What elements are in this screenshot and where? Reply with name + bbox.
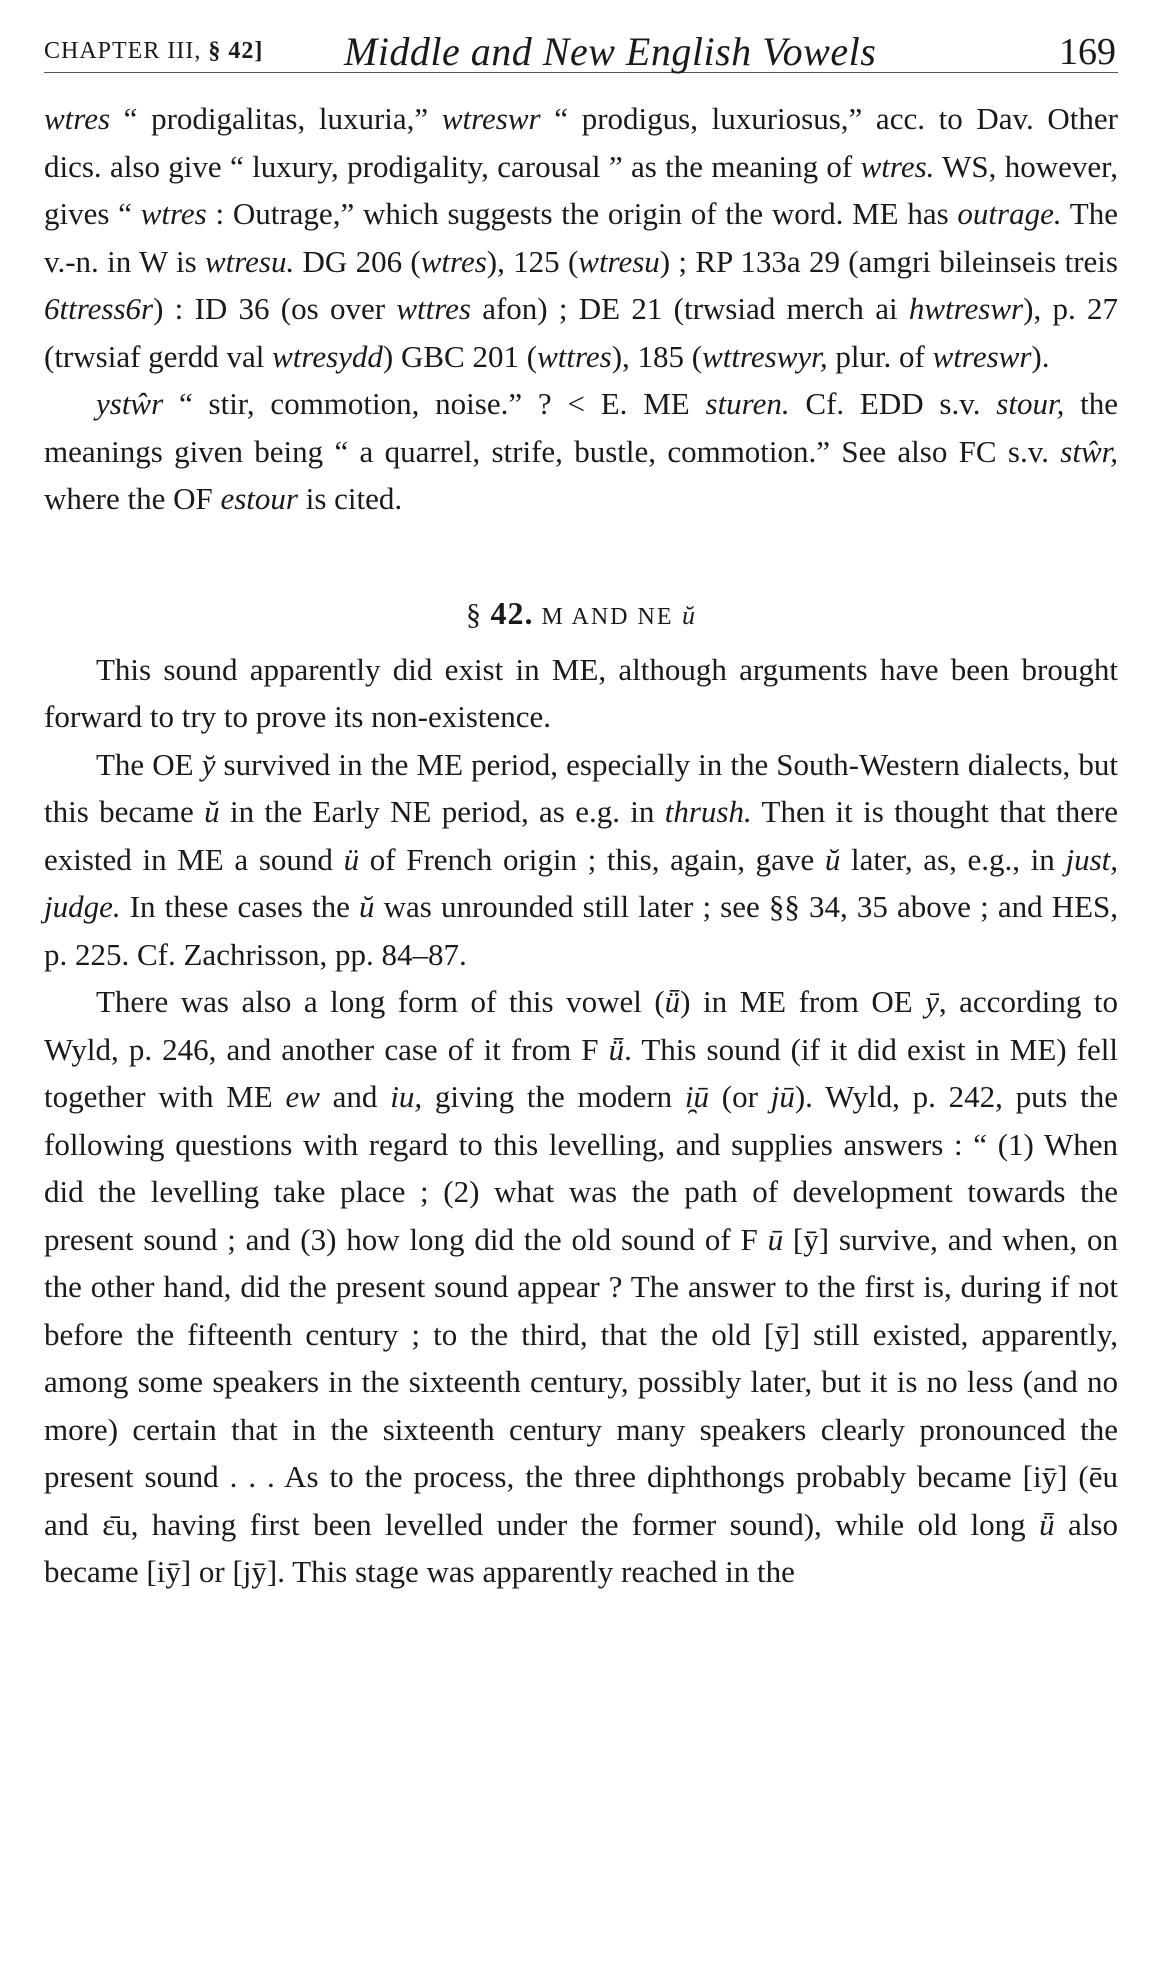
paragraph-oe-y: The OE y̆ survived in the ME period, especially in the South-Western dialects, but this became ŭ in the Early NE period, as e.g. in thrush. Then it is thought that there existed in ME a sound ü of French origin ; this, again, gave ŭ later, as, e.g., in just, judge. In these cases the ŭ was unrounded still later ; see §§ 34, 35 above ; and HES, p. 225. Cf. Zachrisson, pp. 84–87. <box>44 746 1119 972</box>
paragraph-wtres: wtres “ prodigalitas, luxuria,” wtreswr “ prodigus, luxuriosus,” acc. to Dav. Other dics. also give “ luxury, prodigality, carousal ” as the meaning of wtres. WS, however, gives “ wtres : Outrage,” which suggests the origin of the word. ME has outrage. The v.-n. in W is wtresu. DG 206 (wtres), 125 (wtresu) ; RP 133a 29 (amgri bileinseis treis 6ttress6r) : ID 36 (os over wttres afon) ; DE 21 (trwsiad merch ai hwtreswr), p. 27 (trwsiaf gerdd val wtresydd) GBC 201 (wttres), 185 (wttreswyr, plur. of wtreswr). <box>44 101 1119 374</box>
paragraph-ystwr: ystŵr “ stir, commotion, noise.” ? < E. ME sturen. Cf. EDD s.v. stour, the meanings given being “ a quarrel, strife, bustle, commotion.” See also FC s.v. stŵr, where the OF estour is cited. <box>44 386 1119 516</box>
section-label: § 42] <box>208 38 264 64</box>
running-head <box>44 28 1118 73</box>
section-heading: § 42. M AND NE ŭ <box>465 594 696 631</box>
paragraph-long-form: There was also a long form of this vowel (ǖ) in ME from OE ȳ, according to Wyld, p. 246, and another case of it from F ǖ. This sound (if it did exist in ME) fell together with ME ew and iu, giving the modern i̯ū (or jū). Wyld, p. 242, puts the following questions with regard to this levelling, and supplies answers : “ (1) When did the levelling take place ; (2) what was the path of development towards the present sound ; and (3) how long did the old sound of F ū [ȳ] survive, and when, on the other hand, did the present sound appear ? The answer to the first is, during if not before the fifteenth century ; to the third, that the old [ȳ] still existed, apparently, among some speakers in the sixteenth century, possibly later, but it is no less (and no more) certain that in the sixteenth century many speakers clearly pronounced the present sound . . . As to the process, the three diphthongs probably became [iȳ] (ēu and ɛ̄u, having first been levelled under the former sound), while old long ǖ also became [iȳ] or [jȳ]. This stage was apparently reached in the <box>44 984 1119 1589</box>
chapter-reference <box>44 38 263 65</box>
page-number: 169 <box>1059 31 1116 73</box>
book-page <box>44 28 1118 1596</box>
chapter-label: CHAPTER III, <box>44 38 202 64</box>
running-title: Middle and New English Vowels <box>344 29 877 74</box>
body-text <box>44 95 1118 1596</box>
paragraph-intro: This sound apparently did exist in ME, although arguments have been brought forward to try to prove its non-existence. <box>44 651 1118 734</box>
